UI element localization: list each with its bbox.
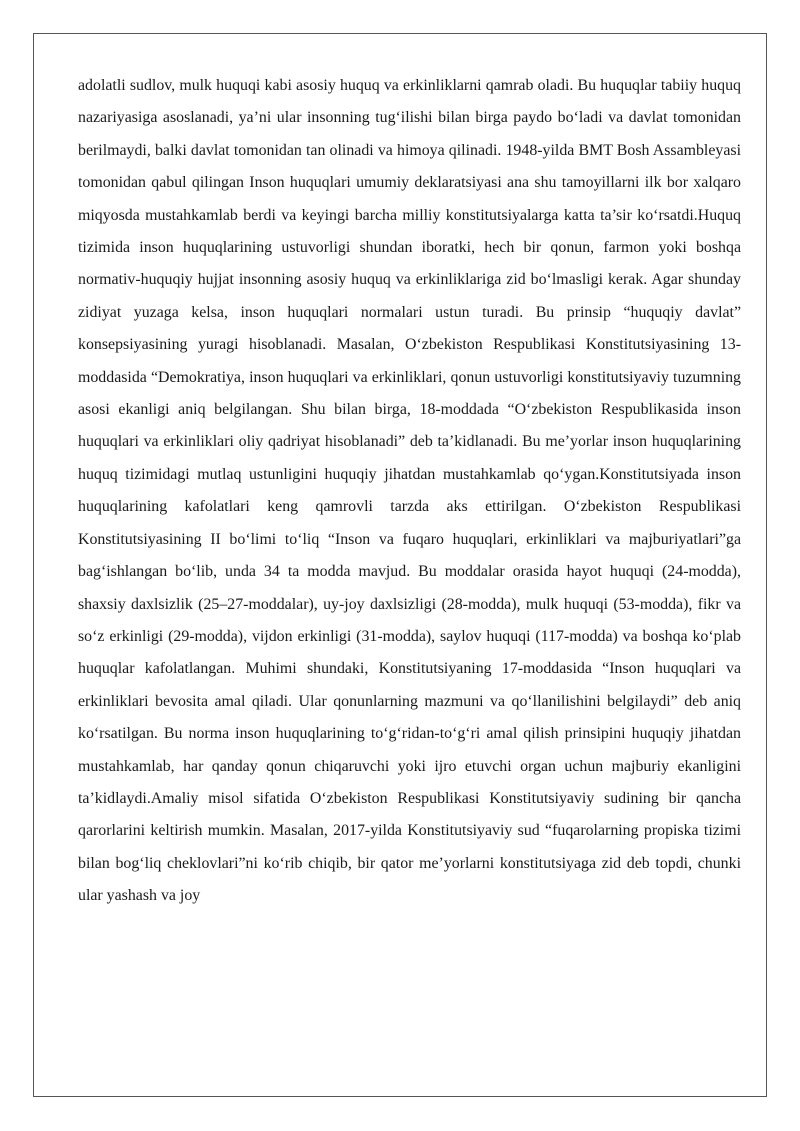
document-body: [78, 70, 741, 913]
body-paragraph: adolatli sudlov, mulk huquqi kabi asosiy huquq va erkinliklarni qamrab oladi. Bu huquqlar tabiiy huquq nazariyasiga asoslanadi, ya’ni ular insonning tug‘ilishi bilan birga paydo bo‘ladi va davlat tomonidan berilmaydi, balki davlat tomonidan tan olinadi va himoya qilinadi. 1948-yilda BMT Bosh Assambleyasi tomonidan qabul qilingan Inson huquqlari umumiy deklaratsiyasi ana shu tamoyillarni ilk bor xalqaro miqyosda mustahkamlab berdi va keyingi barcha milliy konstitutsiyalarga katta ta’sir ko‘rsatdi.Huquq tizimida inson huquqlarining ustuvorligi shundan iboratki, hech bir qonun, farmon yoki boshqa normativ-huquqiy hujjat insonning asosiy huquq va erkinliklariga zid bo‘lmasligi kerak. Agar shunday zidiyat yuzaga kelsa, inson huquqlari normalari ustun turadi. Bu prinsip “huquqiy davlat” konsepsiyasining yuragi hisoblanadi. Masalan, O‘zbekiston Respublikasi Konstitutsiyasining 13-moddasida “Demokratiya, inson huquqlari va erkinliklari, qonun ustuvorligi konstitutsiyaviy tuzumning asosi ekanligi aniq belgilangan. Shu bilan birga, 18-moddada “O‘zbekiston Respublikasida inson huquqlari va erkinliklari oliy qadriyat hisoblanadi” deb ta’kidlanadi. Bu me’yorlar inson huquqlarining huquq tizimidagi mutlaq ustunligini huquqiy jihatdan mustahkamlab qo‘ygan.Konstitutsiyada inson huquqlarining kafolatlari keng qamrovli tarzda aks ettirilgan. O‘zbekiston Respublikasi Konstitutsiyasining II bo‘limi to‘liq “Inson va fuqaro huquqlari, erkinliklari va majburiyatlari”ga bag‘ishlangan bo‘lib, unda 34 ta modda mavjud. Bu moddalar orasida hayot huquqi (24-modda), shaxsiy daxlsizlik (25–27-moddalar), uy-joy daxlsizligi (28-modda), mulk huquqi (53-modda), fikr va so‘z erkinligi (29-modda), vijdon erkinligi (31-modda), saylov huquqi (117-modda) va boshqa ko‘plab huquqlar kafolatlangan. Muhimi shundaki, Konstitutsiyaning 17-moddasida “Inson huquqlari va erkinliklari bevosita amal qiladi. Ular qonunlarning mazmuni va qo‘llanilishini belgilaydi” deb aniq ko‘rsatilgan. Bu norma inson huquqlarining to‘g‘ridan-to‘g‘ri amal qilish prinsipini huquqiy jihatdan mustahkamlab, har qanday qonun chiqaruvchi yoki ijro etuvchi organ uchun majburiy ekanligini ta’kidlaydi.Amaliy misol sifatida O‘zbekiston Respublikasi Konstitutsiyaviy sudining bir qancha qarorlarini keltirish mumkin. Masalan, 2017-yilda Konstitutsiyaviy sud “fuqarolarning propiska tizimi bilan bog‘liq cheklovlari”ni ko‘rib chiqib, bir qator me’yorlarni konstitutsiyaga zid deb topdi, chunki ular yashash va joy: [78, 77, 741, 905]
